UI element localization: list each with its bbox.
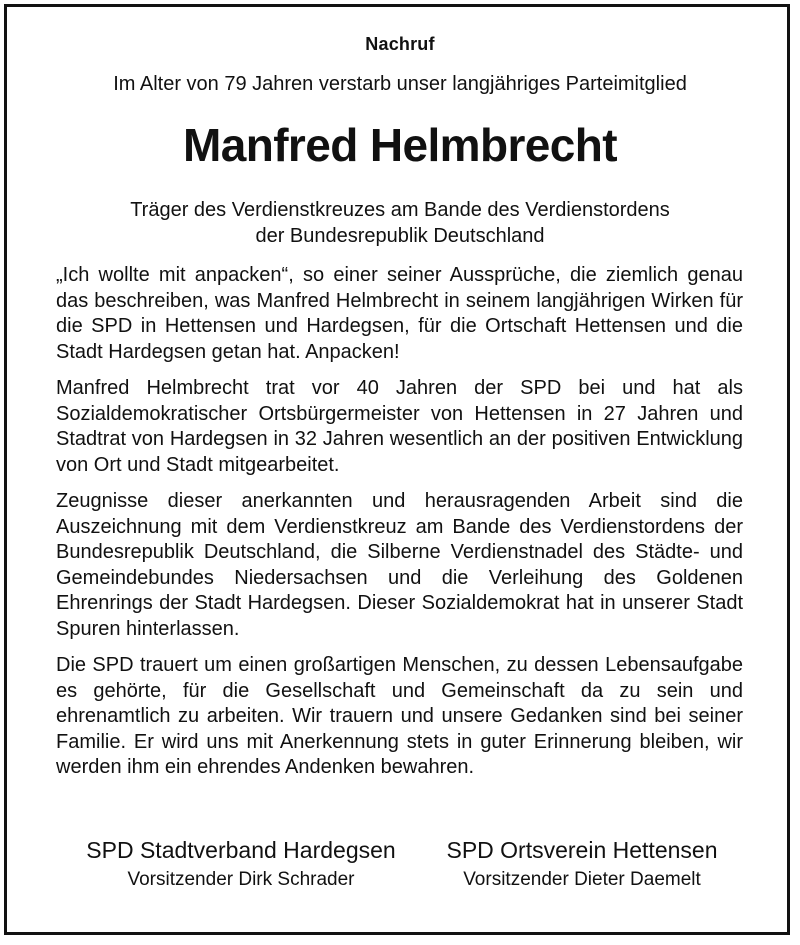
signature-org: SPD Stadtverband Hardegsen <box>86 837 396 863</box>
honor-line-2: der Bundesrepublik Deutschland <box>255 225 545 247</box>
paragraph-awards: Zeugnisse dieser anerkannten und herausragenden Arbeit sind die Auszeichnung mit dem Verdienstkreuz am Bande des Verdienstordens der Bundesrepublik Deutschland, die Silberne Verdienstnadel des Städte- und Gemeindebundes Niedersachsen und die Verleihung des Goldenen Ehrenrings der Stadt Hardegsen. Dieser Sozialdemokrat hat in unserer Stadt Spuren hinterlassen. <box>56 490 743 640</box>
deceased-name: Manfred Helmbrecht <box>183 119 617 171</box>
notice-body <box>56 263 743 792</box>
notice-heading: Nachruf <box>365 34 435 54</box>
signature-chair: Vorsitzender Dirk Schrader <box>127 869 355 890</box>
paragraph-career: Manfred Helmbrecht trat vor 40 Jahren der SPD bei und hat als Sozialdemokratischer Ortsbürgermeister von Hettensen in 27 Jahren und Stadtrat von Hardegsen in 32 Jahren wesentlich an der positiven Entwicklung von Ort und Stadt mitgearbeitet. <box>56 377 743 476</box>
honor-title <box>0 197 800 249</box>
signature-org: SPD Ortsverein Hettensen <box>446 837 718 863</box>
paragraph-quote: „Ich wollte mit anpacken“, so einer seiner Aussprüche, die ziemlich genau das beschreiben, was Manfred Helmbrecht in seinem langjährigen Wirken für die SPD in Hettensen und Hardegsen, für die Ortschaft Hettensen und die Stadt Hardegsen getan hat. Anpacken! <box>56 264 743 363</box>
paragraph-mourning: Die SPD trauert um einen großartigen Menschen, zu dessen Lebensaufgabe es gehörte, für die Gesellschaft und Gemeinschaft da zu sein und ehrenamtlich zu arbeiten. Wir trauern und unsere Gedanken sind bei seiner Familie. Er wird uns mit Anerkennung stets in guter Erinnerung bleiben, wir werden ihm ein ehrendes Andenken bewahren. <box>56 654 743 778</box>
honor-line-1: Träger des Verdienstkreuzes am Bande des Verdienstordens <box>130 199 670 221</box>
intro-line: Im Alter von 79 Jahren verstarb unser langjähriges Parteimitglied <box>113 73 687 95</box>
signature-chair: Vorsitzender Dieter Daemelt <box>463 869 701 890</box>
signature-stadtverband <box>60 836 422 893</box>
signature-ortsverein <box>424 836 740 893</box>
